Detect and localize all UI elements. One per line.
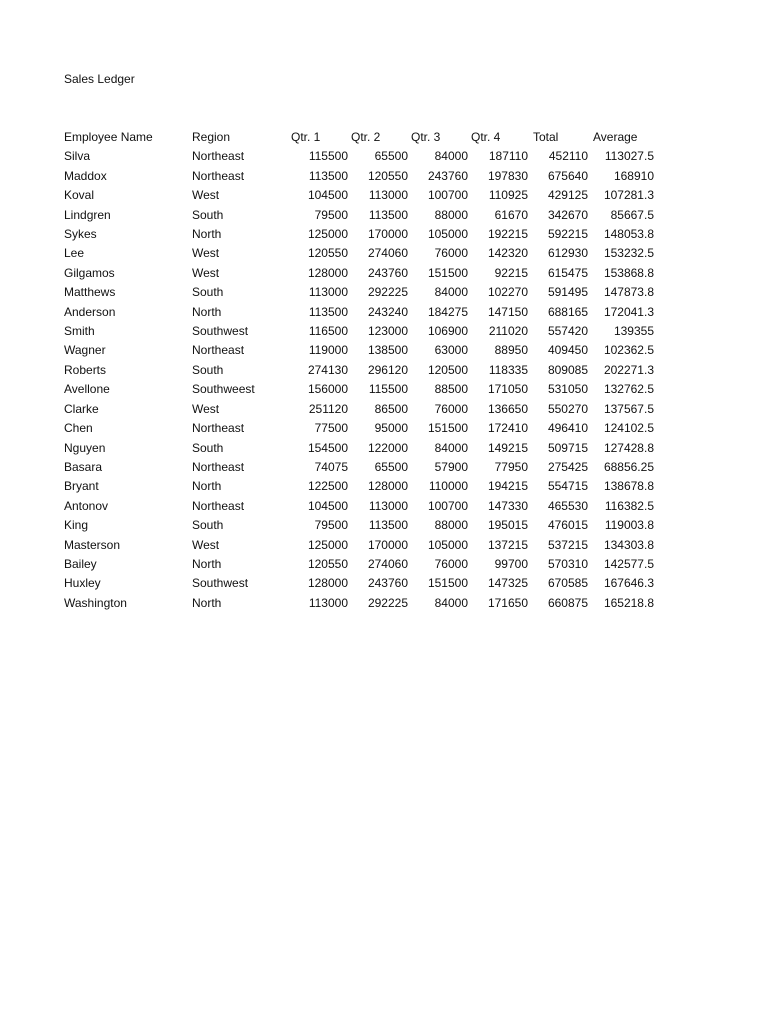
table-row: [64, 361, 656, 380]
table-row: [64, 574, 656, 593]
cell-total: 570310: [547, 556, 588, 571]
cell-qtr-4: 194215: [487, 479, 528, 494]
cell-qtr-3: 84000: [434, 149, 468, 164]
cell-average: 127428.8: [603, 440, 654, 455]
header-total: Total: [533, 130, 559, 144]
cell-employee-name: Clarke: [64, 401, 99, 416]
cell-region: South: [192, 362, 224, 377]
cell-qtr-4: 171050: [487, 382, 528, 397]
cell-average: 102362.5: [603, 343, 654, 358]
cell-region: Northeast: [192, 343, 245, 358]
cell-qtr-3: 84000: [434, 440, 468, 455]
cell-total: 675640: [547, 168, 588, 183]
cell-employee-name: Washington: [64, 595, 127, 610]
cell-qtr-1: 120550: [307, 556, 348, 571]
cell-qtr-2: 138500: [367, 343, 408, 358]
cell-average: 165218.8: [603, 595, 654, 610]
cell-average: 137567.5: [603, 401, 654, 416]
page-title: Sales Ledger: [64, 72, 135, 86]
cell-qtr-3: 151500: [427, 421, 468, 436]
cell-qtr-1: 113000: [308, 595, 348, 610]
cell-region: West: [192, 401, 220, 416]
cell-total: 509715: [547, 440, 588, 455]
cell-qtr-3: 76000: [434, 556, 468, 571]
cell-qtr-3: 243760: [427, 168, 468, 183]
cell-region: West: [192, 265, 220, 280]
header-qtr-2: Qtr. 2: [351, 130, 381, 144]
cell-employee-name: Basara: [64, 459, 103, 474]
cell-employee-name: Roberts: [64, 362, 107, 377]
cell-qtr-4: 171650: [487, 595, 528, 610]
cell-qtr-1: 116500: [308, 324, 348, 339]
cell-average: 134303.8: [603, 537, 654, 552]
cell-qtr-1: 115500: [308, 149, 348, 164]
cell-qtr-1: 156000: [307, 382, 348, 397]
table-row: [64, 400, 656, 419]
header-average: Average: [593, 130, 638, 144]
cell-average: 142577.5: [603, 556, 654, 571]
cell-average: 148053.8: [603, 227, 654, 242]
cell-total: 660875: [547, 595, 588, 610]
cell-region: Northeast: [192, 421, 245, 436]
table-row: [64, 244, 656, 263]
cell-qtr-4: 192215: [487, 227, 528, 242]
table-row: [64, 516, 656, 535]
cell-qtr-1: 119000: [308, 343, 348, 358]
table-row: [64, 439, 656, 458]
cell-qtr-1: 125000: [307, 227, 348, 242]
cell-region: South: [192, 518, 224, 533]
cell-qtr-1: 154500: [307, 440, 348, 455]
cell-qtr-2: 170000: [367, 227, 408, 242]
cell-qtr-2: 95000: [374, 421, 408, 436]
cell-qtr-1: 125000: [307, 537, 348, 552]
cell-employee-name: Sykes: [64, 227, 97, 242]
cell-employee-name: Avellone: [64, 382, 110, 397]
cell-qtr-1: 251120: [308, 401, 348, 416]
cell-region: Southwest: [192, 576, 249, 591]
cell-average: 138678.8: [603, 479, 654, 494]
cell-qtr-3: 184275: [427, 304, 468, 319]
table-body: [64, 147, 656, 613]
table-row: [64, 322, 656, 341]
cell-qtr-2: 122000: [367, 440, 408, 455]
cell-qtr-4: 99700: [494, 556, 528, 571]
cell-qtr-3: 105000: [427, 227, 468, 242]
cell-qtr-2: 86500: [374, 401, 408, 416]
cell-total: 615475: [547, 265, 588, 280]
cell-total: 275425: [547, 459, 588, 474]
cell-qtr-4: 110925: [488, 188, 528, 203]
cell-average: 172041.3: [603, 304, 654, 319]
cell-qtr-2: 292225: [367, 595, 408, 610]
cell-qtr-1: 104500: [307, 498, 348, 513]
cell-qtr-3: 84000: [434, 595, 468, 610]
cell-average: 85667.5: [610, 207, 654, 222]
cell-employee-name: Koval: [64, 188, 95, 203]
cell-total: 688165: [547, 304, 588, 319]
table-row: [64, 458, 656, 477]
cell-employee-name: Smith: [64, 324, 95, 339]
cell-average: 139355: [613, 324, 654, 339]
cell-qtr-4: 149215: [487, 440, 528, 455]
cell-total: 496410: [547, 421, 588, 436]
cell-qtr-2: 113000: [368, 188, 408, 203]
cell-qtr-4: 136650: [487, 401, 528, 416]
cell-region: Northeast: [192, 168, 245, 183]
cell-region: Southweest: [192, 382, 255, 397]
cell-qtr-1: 122500: [307, 479, 348, 494]
cell-qtr-4: 88950: [494, 343, 528, 358]
cell-employee-name: Lee: [64, 246, 85, 261]
cell-employee-name: Antonov: [64, 498, 109, 513]
cell-qtr-4: 118335: [488, 362, 528, 377]
cell-qtr-4: 187110: [488, 149, 528, 164]
cell-qtr-4: 92215: [494, 265, 528, 280]
cell-average: 168910: [613, 168, 654, 183]
cell-qtr-3: 76000: [434, 401, 468, 416]
sales-ledger-table: [64, 128, 656, 613]
cell-total: 342670: [547, 207, 588, 222]
cell-qtr-1: 113000: [308, 285, 348, 300]
cell-qtr-1: 104500: [307, 188, 348, 203]
cell-employee-name: Nguyen: [64, 440, 106, 455]
cell-qtr-3: 88000: [434, 207, 468, 222]
cell-qtr-1: 74075: [314, 459, 348, 474]
cell-average: 116382.5: [604, 498, 654, 513]
cell-qtr-4: 211020: [488, 324, 528, 339]
cell-qtr-2: 243760: [367, 265, 408, 280]
table-row: [64, 206, 656, 225]
cell-employee-name: Silva: [64, 149, 91, 164]
cell-average: 113027.5: [604, 149, 654, 164]
cell-qtr-3: 106900: [427, 324, 468, 339]
cell-employee-name: Huxley: [64, 576, 101, 591]
cell-region: South: [192, 440, 224, 455]
cell-average: 68856.25: [603, 459, 654, 474]
cell-qtr-3: 84000: [434, 285, 468, 300]
table-row: [64, 225, 656, 244]
cell-qtr-2: 113000: [368, 498, 408, 513]
cell-region: Northeast: [192, 459, 245, 474]
cell-total: 429125: [547, 188, 588, 203]
cell-qtr-2: 113500: [368, 207, 408, 222]
table-row: [64, 555, 656, 574]
cell-total: 554715: [547, 479, 588, 494]
cell-qtr-1: 77500: [314, 421, 348, 436]
cell-average: 153868.8: [603, 265, 654, 280]
cell-average: 124102.5: [603, 421, 654, 436]
cell-average: 167646.3: [603, 576, 654, 591]
cell-employee-name: Wagner: [64, 343, 106, 358]
header-qtr-3: Qtr. 3: [411, 130, 441, 144]
cell-region: South: [192, 207, 224, 222]
cell-region: North: [192, 479, 222, 494]
table-row: [64, 167, 656, 186]
cell-average: 132762.5: [603, 382, 654, 397]
cell-qtr-4: 102270: [487, 285, 528, 300]
cell-average: 107281.3: [603, 188, 654, 203]
cell-average: 119003.8: [604, 518, 654, 533]
cell-average: 202271.3: [603, 362, 654, 377]
cell-qtr-4: 147330: [487, 498, 528, 513]
cell-total: 592215: [547, 227, 588, 242]
cell-region: North: [192, 595, 222, 610]
table-row: [64, 497, 656, 516]
cell-qtr-1: 113500: [308, 168, 348, 183]
cell-region: North: [192, 556, 222, 571]
cell-qtr-3: 76000: [434, 246, 468, 261]
cell-qtr-4: 137215: [487, 537, 528, 552]
header-employee-name: Employee Name: [64, 130, 153, 144]
cell-qtr-3: 151500: [427, 576, 468, 591]
header-row: [64, 128, 656, 147]
table-row: [64, 283, 656, 302]
cell-qtr-4: 147325: [487, 576, 528, 591]
cell-total: 612930: [547, 246, 588, 261]
cell-employee-name: Bailey: [64, 556, 97, 571]
cell-employee-name: Lindgren: [64, 207, 111, 222]
cell-total: 409450: [547, 343, 588, 358]
cell-qtr-2: 123000: [367, 324, 408, 339]
table-row: [64, 186, 656, 205]
cell-region: Northeast: [192, 498, 245, 513]
cell-qtr-2: 243240: [367, 304, 408, 319]
cell-total: 809085: [547, 362, 588, 377]
cell-qtr-1: 120550: [307, 246, 348, 261]
cell-region: North: [192, 304, 222, 319]
cell-qtr-4: 77950: [494, 459, 528, 474]
cell-employee-name: Anderson: [64, 304, 116, 319]
cell-qtr-2: 243760: [367, 576, 408, 591]
cell-total: 557420: [547, 324, 588, 339]
header-qtr-4: Qtr. 4: [471, 130, 501, 144]
cell-qtr-3: 88000: [434, 518, 468, 533]
cell-qtr-3: 151500: [427, 265, 468, 280]
cell-qtr-4: 195015: [487, 518, 528, 533]
cell-qtr-2: 115500: [368, 382, 408, 397]
cell-employee-name: Maddox: [64, 168, 107, 183]
cell-region: North: [192, 227, 222, 242]
cell-qtr-3: 110000: [428, 479, 468, 494]
cell-qtr-1: 274130: [307, 362, 348, 377]
cell-total: 452110: [548, 149, 588, 164]
cell-employee-name: Bryant: [64, 479, 99, 494]
cell-employee-name: Masterson: [64, 537, 121, 552]
cell-employee-name: Gilgamos: [64, 265, 115, 280]
cell-qtr-4: 142320: [487, 246, 528, 261]
cell-qtr-2: 274060: [367, 556, 408, 571]
cell-qtr-2: 128000: [367, 479, 408, 494]
cell-qtr-3: 100700: [427, 498, 468, 513]
cell-qtr-2: 274060: [367, 246, 408, 261]
table-row: [64, 380, 656, 399]
cell-employee-name: King: [64, 518, 89, 533]
cell-qtr-2: 296120: [367, 362, 408, 377]
cell-total: 465530: [547, 498, 588, 513]
cell-region: West: [192, 246, 220, 261]
table-row: [64, 147, 656, 166]
cell-region: Northeast: [192, 149, 245, 164]
cell-qtr-3: 100700: [427, 188, 468, 203]
cell-region: Southwest: [192, 324, 249, 339]
table-row: [64, 341, 656, 360]
cell-qtr-4: 197830: [487, 168, 528, 183]
cell-total: 591495: [547, 285, 588, 300]
cell-qtr-2: 65500: [374, 149, 408, 164]
cell-qtr-3: 120500: [427, 362, 468, 377]
cell-qtr-2: 120550: [367, 168, 408, 183]
cell-average: 147873.8: [603, 285, 654, 300]
cell-qtr-2: 65500: [374, 459, 408, 474]
cell-qtr-2: 170000: [367, 537, 408, 552]
cell-qtr-4: 61670: [494, 207, 528, 222]
cell-employee-name: Chen: [64, 421, 93, 436]
cell-qtr-1: 128000: [307, 576, 348, 591]
cell-qtr-1: 128000: [307, 265, 348, 280]
cell-total: 537215: [547, 537, 588, 552]
cell-qtr-2: 292225: [367, 285, 408, 300]
cell-qtr-3: 105000: [427, 537, 468, 552]
cell-region: West: [192, 537, 220, 552]
table-row: [64, 303, 656, 322]
cell-qtr-4: 172410: [487, 421, 528, 436]
cell-qtr-4: 147150: [487, 304, 528, 319]
header-region: Region: [192, 130, 231, 144]
table-row: [64, 477, 656, 496]
cell-total: 550270: [547, 401, 588, 416]
cell-qtr-2: 113500: [368, 518, 408, 533]
cell-total: 531050: [547, 382, 588, 397]
table-row: [64, 264, 656, 283]
cell-qtr-1: 79500: [314, 518, 348, 533]
cell-qtr-3: 88500: [434, 382, 468, 397]
cell-total: 476015: [547, 518, 588, 533]
table-row: [64, 594, 656, 613]
table-row: [64, 419, 656, 438]
cell-region: South: [192, 285, 224, 300]
cell-qtr-1: 113500: [308, 304, 348, 319]
cell-employee-name: Matthews: [64, 285, 116, 300]
cell-qtr-3: 57900: [434, 459, 468, 474]
cell-qtr-3: 63000: [434, 343, 468, 358]
cell-qtr-1: 79500: [314, 207, 348, 222]
cell-region: West: [192, 188, 220, 203]
table-row: [64, 536, 656, 555]
header-qtr-1: Qtr. 1: [291, 130, 321, 144]
cell-average: 153232.5: [603, 246, 654, 261]
cell-total: 670585: [547, 576, 588, 591]
